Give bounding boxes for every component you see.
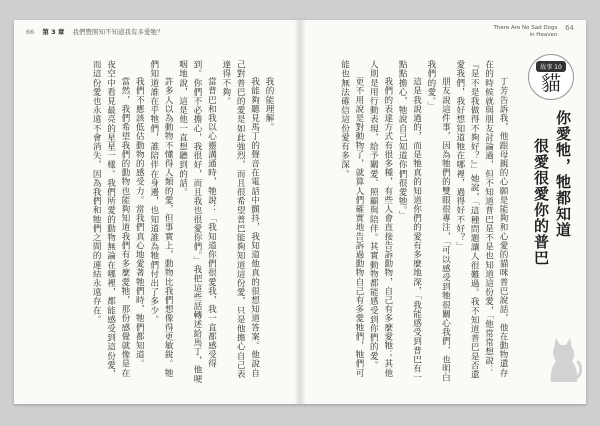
book-spread <box>14 20 586 404</box>
paragraph: 我們不應該低估動物的感受力。當我們真心地愛著牠們時，牠們都知道。 <box>134 77 145 369</box>
left-page-body <box>36 60 276 384</box>
paragraph: 更不用說是對動物了，就算人們確實地告訴過動物自己有多愛牠們，牠們可能也無法確信這份愛有多深。 <box>339 60 364 378</box>
paragraph: 我的能理解。 <box>264 77 274 132</box>
left-page-header <box>26 27 164 36</box>
story-character: 貓 <box>541 70 561 95</box>
right-page <box>300 20 586 404</box>
paragraph: 這是我說過的，而是牠真的知道你們的愛有多麼地深，「我能感受到普巴有一點點擔心，牠說自己知道你們很愛牠。」 <box>397 60 422 383</box>
right-page-header <box>494 25 575 39</box>
paragraph: 當普巴和我以心靈溝通時，牠說：「我知道你們很愛我，我一直都感受得到。你們不必擔心，我很好，而且我也很愛你們。」我把這些話轉述給馬丁，他哽咽地說，這是他一直想聽到的話。 <box>177 60 217 384</box>
book-title-line2: in Heaven <box>529 32 558 38</box>
paragraph: 我能夠聽見馬丁的聲音在電話中顫抖，我知道他真的很想知道答案。他說自己對普巴的愛是如此強烈，而且很希望普巴能夠知道這份愛，只是他擔心自己表達得不夠。 <box>220 60 260 379</box>
chapter-title: 我們豐開知不知道我有多愛牠？ <box>72 28 164 36</box>
paragraph: 許多人以為動物不懂得人類的愛，但事實上，動物比我們想像得更敏銳。牠們知道誰在乎牠們，誰陪伴在身邊，也知道誰為牠們付出了多少。 <box>148 60 174 378</box>
paragraph: 丁芳告訴我，他跟母親的心願是能夠和心愛的貓咪普巴說話，他在動物還存在的時候就與朋友討論過，但不知道普巴是不是也知道這份愛，「他常常想說：『是不是我做得不夠好？』」她說，「這種問題讓人很難過。我不知道普巴是否還愛我們，我好想知道牠在哪裡，過得好不好？」 <box>454 60 508 379</box>
chapter-label: 第 3 章 <box>42 28 65 36</box>
left-page <box>14 20 300 404</box>
book-title-line1: There Are No Sad Dogs <box>493 25 558 31</box>
story-title <box>526 110 574 360</box>
left-page-number: 66 <box>26 28 35 36</box>
paragraph: 朋友說這件事，因為牠們的雙眼很專注，「可以感受到牠很關心我們，也明白我們的愛。」 <box>425 60 451 383</box>
story-title-line2: 很愛很愛你的普巴 <box>532 138 550 266</box>
paragraph: 我們的表達方式有很多種，有些人會直接告訴動物，自己有多麼愛牠；其他人則是用行動表現，給予關愛、照顧與陪伴。其實動物都能感受到你們的愛。 <box>368 60 393 378</box>
story-label: 故事 10 <box>536 61 566 72</box>
right-page-body <box>314 60 510 384</box>
story-badge <box>528 54 574 100</box>
story-title-block <box>526 54 574 354</box>
cat-silhouette-icon <box>542 326 582 386</box>
story-title-line1: 你愛牠，牠都知道 <box>554 110 572 238</box>
paragraph: 當然，我們希望我們的動物也能夠知道我們有多麼愛牠，那份感覺就像是在夜空中看見最亮的星星一樣。我們所愛的動物無論在哪裡，都能感受到這份愛，而這份愛也永遠不會消失，因為我們和牠們之間的連結永遠存在。 <box>91 60 130 379</box>
right-page-number: 64 <box>565 24 574 32</box>
